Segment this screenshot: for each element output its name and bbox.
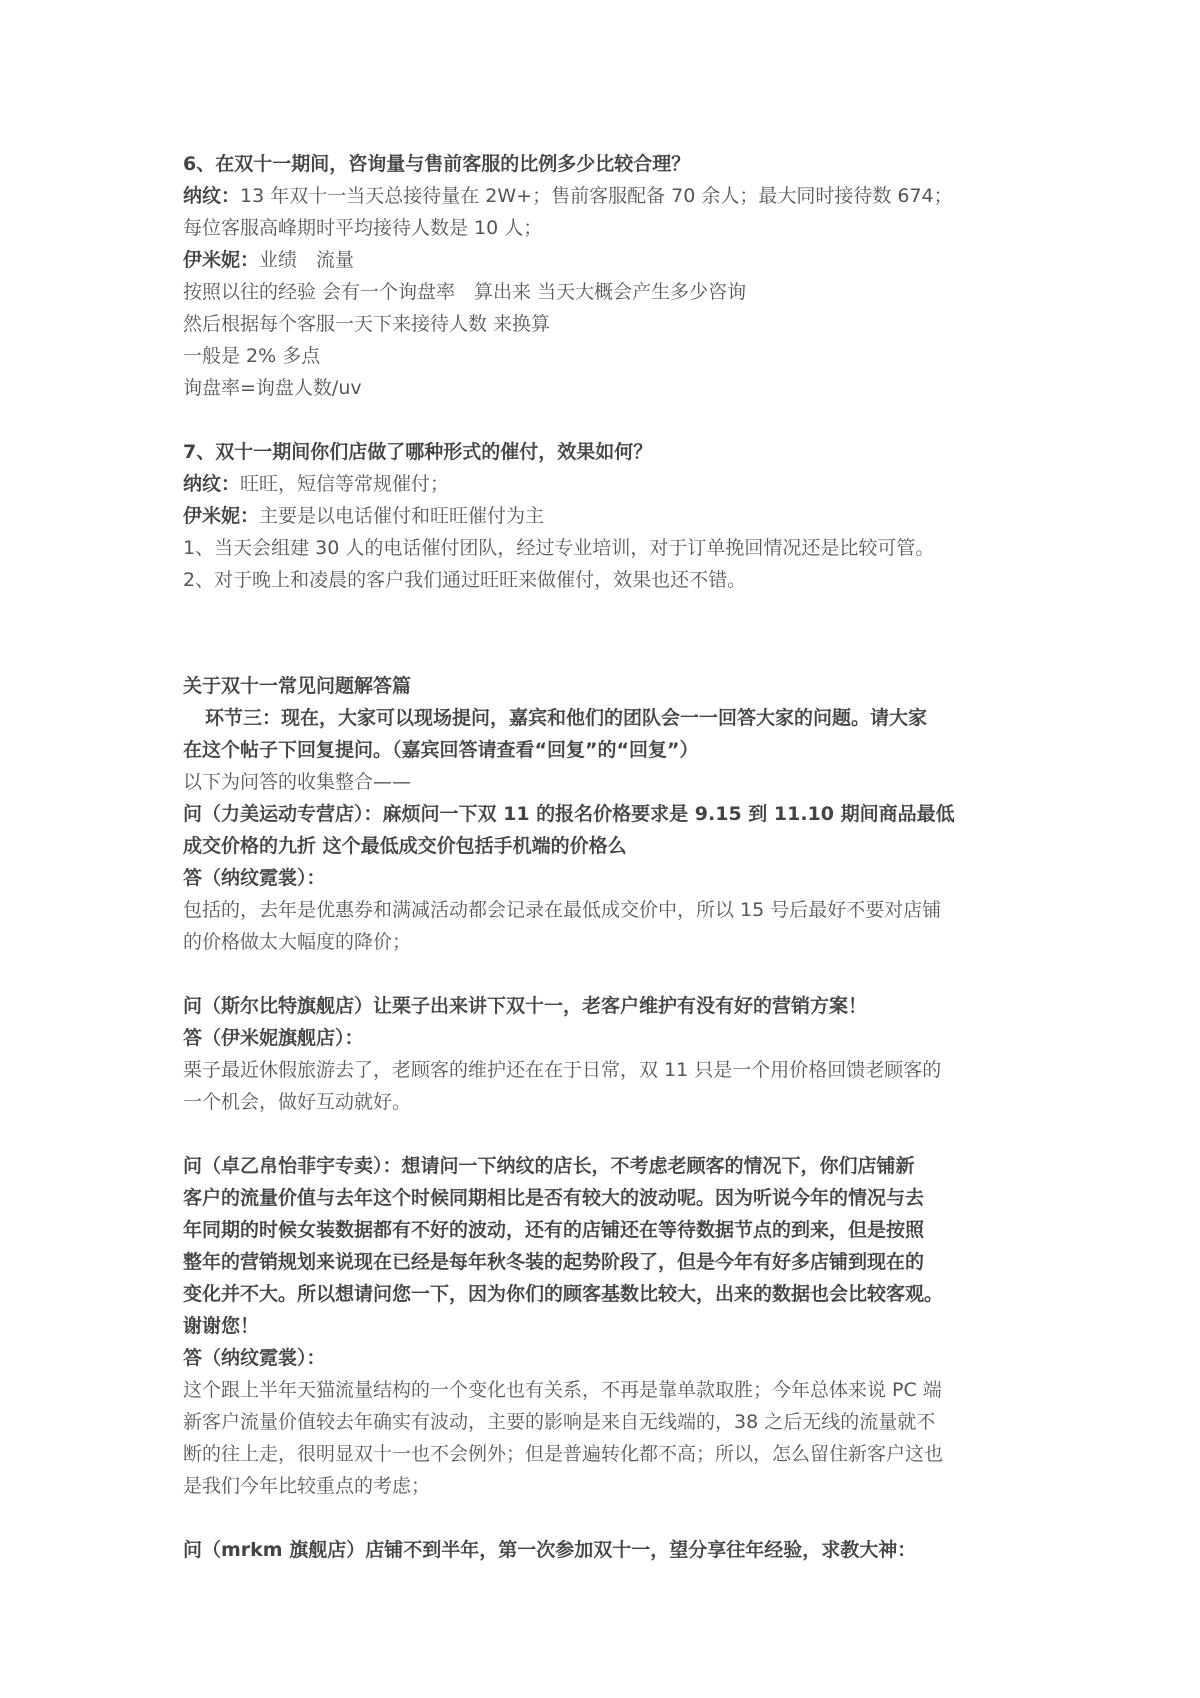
qa1-question-line2: 成交价格的九折 这个最低成交价包括手机端的价格么	[183, 835, 627, 857]
yimini-label: 伊米妮：	[183, 249, 260, 271]
q6-line3: 按照以往的经验 会有一个询盘率 算出来 当天大概会产生多少咨询	[183, 281, 747, 303]
q6-nawen-line	[183, 180, 1033, 212]
qa3-question-line6: 谢谢您！	[183, 1315, 260, 1337]
q6-nawen-line2: 每位客服高峰期时平均接待人数是 10 人；	[183, 217, 543, 239]
qa3-answer-line1: 这个跟上半年天猫流量结构的一个变化也有关系，不再是靠单款取胜；今年总体来说 PC 端	[183, 1379, 942, 1401]
nawen-text: 旺旺，短信等常规催付；	[240, 473, 450, 495]
q7-item-1: 1、当天会组建 30 人的电话催付团队，经过专业培训，对于订单挽回情况还是比较可管。	[183, 537, 935, 559]
nawen-label: 纳纹：	[183, 473, 241, 495]
qa1-answer-label: 答（纳纹霓裳）：	[183, 867, 326, 889]
q7-yimini-line	[183, 500, 1033, 532]
qa3-question-line5: 变化并不大。所以想请问您一下，因为你们的顾客基数比较大，出来的数据也会比较客观。	[183, 1283, 944, 1305]
q7-nawen-line	[183, 468, 1033, 500]
yimini-text: 业绩 流量	[259, 249, 355, 271]
qa3-question-line1: 问（卓乙帛怡菲宇专卖）：想请问一下纳纹的店长，不考虑老顾客的情况下，你们店铺新	[183, 1155, 915, 1177]
q7-heading: 7、双十一期间你们店做了哪种形式的催付，效果如何？	[183, 441, 653, 463]
qa2-answer-line1: 栗子最近休假旅游去了，老顾客的维护还在在于日常，双 11 只是一个用价格回馈老顾客的	[183, 1059, 942, 1081]
faq-title: 关于双十一常见问题解答篇	[183, 675, 412, 697]
qa1-answer-line2: 的价格做太大幅度的降价；	[183, 931, 412, 953]
q6-yimini-line	[183, 244, 1033, 276]
qa1-question-line1: 问（力美运动专营店）：麻烦问一下双 11 的报名价格要求是 9.15 到 11.10 期间商品最低	[183, 803, 955, 825]
yimini-label: 伊米妮：	[183, 505, 260, 527]
faq-intro-line2: 在这个帖子下回复提问。（嘉宾回答请查看“回复”的“回复”）	[183, 739, 699, 761]
qa3-question-line2: 客户的流量价值与去年这个时候同期相比是否有较大的波动呢。因为听说今年的情况与去	[183, 1187, 925, 1209]
q6-heading: 6、在双十一期间，咨询量与售前客服的比例多少比较合理？	[183, 153, 691, 175]
qa3-answer-label: 答（纳纹霓裳）：	[183, 1347, 326, 1369]
document-page	[183, 148, 1033, 1566]
qa1-answer-line1: 包括的，去年是优惠券和满减活动都会记录在最低成交价中，所以 15 号后最好不要对店铺	[183, 899, 942, 921]
qa3-answer-line3: 断的往上走，很明显双十一也不会例外；但是普遍转化都不高；所以，怎么留住新客户这也	[183, 1443, 944, 1465]
faq-intro-line1: 环节三：现在，大家可以现场提问，嘉宾和他们的团队会一一回答大家的问题。请大家	[205, 707, 928, 729]
yimini-text: 主要是以电话催付和旺旺催付为主	[259, 505, 545, 527]
q6-line6: 询盘率=询盘人数/uv	[183, 377, 362, 399]
qa3-answer-line2: 新客户流量价值较去年确实有波动，主要的影响是来自无线端的，38 之后无线的流量就不	[183, 1411, 936, 1433]
qa2-answer-label: 答（伊米妮旗舰店）：	[183, 1027, 364, 1049]
qa2-answer-line2: 一个机会，做好互动就好。	[183, 1091, 412, 1113]
qa3-question-line4: 整年的营销规划来说现在已经是每年秋冬装的起势阶段了，但是今年有好多店铺到现在的	[183, 1251, 925, 1273]
nawen-label: 纳纹：	[183, 185, 241, 207]
qa3-answer-line4: 是我们今年比较重点的考虑；	[183, 1475, 431, 1497]
q6-line4: 然后根据每个客服一天下来接待人数 来换算	[183, 313, 551, 335]
faq-collect-note: 以下为问答的收集整合——	[183, 771, 412, 793]
q6-line5: 一般是 2% 多点	[183, 345, 321, 367]
qa3-question-line3: 年同期的时候女装数据都有不好的波动，还有的店铺还在等待数据节点的到来，但是按照	[183, 1219, 925, 1241]
q7-item-2: 2、对于晚上和凌晨的客户我们通过旺旺来做催付，效果也还不错。	[183, 569, 747, 591]
nawen-text: 13 年双十一当天总接待量在 2W+；售前客服配备 70 余人；最大同时接待数 674；	[240, 185, 953, 207]
qa4-question: 问（mrkm 旗舰店）店铺不到半年，第一次参加双十一，望分享往年经验，求教大神：	[183, 1539, 917, 1561]
qa2-question: 问（斯尔比特旗舰店）让栗子出来讲下双十一，老客户维护有没有好的营销方案！	[183, 995, 868, 1017]
